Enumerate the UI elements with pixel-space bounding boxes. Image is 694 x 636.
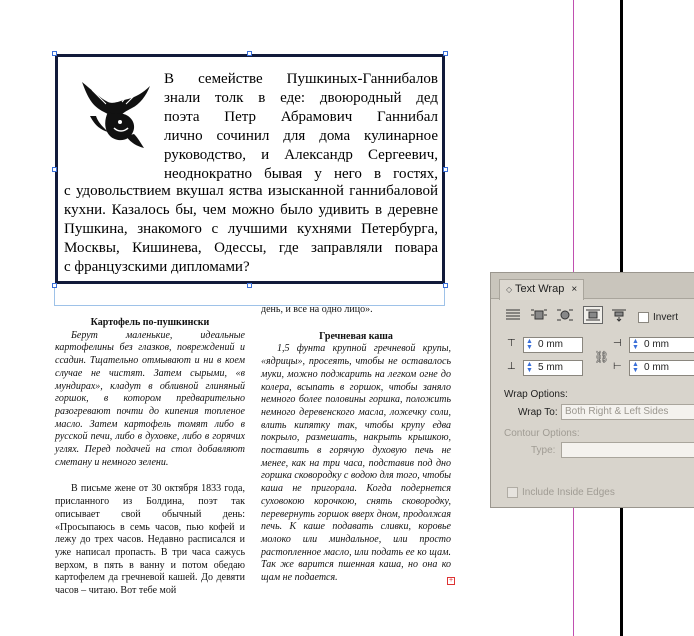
text-wrap-boundary <box>54 286 445 306</box>
top-offset-icon: ⊤ <box>507 338 516 349</box>
intro-line: с удовольствием вкушал яства изысканной ганнибаловой <box>64 183 438 199</box>
intro-line: Москвы, Кишинева, Одессы, где заправляли повара <box>64 240 438 256</box>
text-wrap-panel <box>490 272 694 508</box>
include-inside-edges-label: Include Inside Edges <box>522 487 615 498</box>
intro-line: В семействе Пушкиных-Ганнибалов <box>164 71 438 87</box>
wrap-to-select[interactable]: Both Right & Left Sides <box>561 404 694 420</box>
panel-tab-bar <box>491 273 694 299</box>
recipe-heading-potato: Картофель по-пушкински <box>90 317 210 328</box>
column-left <box>55 317 245 598</box>
right-offset-icon: ⊢ <box>613 361 622 372</box>
letter-tail: день, и все на одно лицо». <box>261 304 373 315</box>
handle-top-right[interactable] <box>443 51 448 56</box>
left-offset-field[interactable]: ▲ ▼ 0 mm <box>629 337 694 353</box>
intro-line: неоднократно бывая у него в гостях, <box>164 166 438 182</box>
intro-line: знали толк в еде: двоюродный дед <box>164 90 438 106</box>
left-offset-icon: ⊣ <box>613 338 622 349</box>
contour-type-select[interactable] <box>561 442 694 458</box>
intro-line: Пушкина, знакомого с лучшими кухнями Петербурга, <box>64 221 438 237</box>
bottom-offset-icon: ⊥ <box>507 361 516 372</box>
overset-text-icon[interactable]: + <box>448 577 454 584</box>
wrap-object-shape-button[interactable] <box>555 306 575 324</box>
handle-bottom-right[interactable] <box>443 283 448 288</box>
close-icon[interactable]: × <box>571 284 578 295</box>
tab-text-wrap[interactable] <box>499 279 584 300</box>
contour-type-label: Type: <box>531 445 556 456</box>
handle-top-center[interactable] <box>247 51 252 56</box>
panel-title: Text Wrap <box>515 283 565 295</box>
include-inside-edges-checkbox[interactable] <box>507 487 518 498</box>
handle-middle-right[interactable] <box>443 167 448 172</box>
handle-bottom-center[interactable] <box>247 283 252 288</box>
right-offset-field[interactable]: ▲ ▼ 0 mm <box>629 360 694 376</box>
handle-middle-left[interactable] <box>52 167 57 172</box>
recipe-heading-buckwheat: Гречневая каша <box>319 330 393 342</box>
handle-bottom-left[interactable] <box>52 283 57 288</box>
intro-line: лично сочинил для дома кулинарное <box>164 128 438 144</box>
wrap-bounding-box-button[interactable] <box>529 306 549 324</box>
column-right <box>261 304 451 585</box>
bottom-offset-field[interactable]: ▲ ▼ 5 mm <box>523 360 583 376</box>
top-offset-field[interactable]: ▲ ▼ 0 mm <box>523 337 583 353</box>
panel-collapse-icon[interactable]: ◇ <box>506 285 513 294</box>
link-offsets-icon[interactable]: ⛓ <box>594 350 610 364</box>
contour-options-label: Contour Options: <box>504 428 580 439</box>
jump-object-button[interactable] <box>583 306 603 324</box>
intro-line: кухни. Казалось бы, чем можно было удивить в деревне <box>64 202 438 218</box>
jump-to-next-column-button[interactable] <box>609 306 629 324</box>
wrap-to-label: Wrap To: <box>518 407 558 418</box>
intro-line: с французскими дипломами? <box>64 259 250 275</box>
recipe-potato-text: Берут маленькие, идеальные картофелины без глазков, повреждений и ссадин. Тщательно отмывают и ни в коем случае не чистят. Затем сырыми, «в мундирах», кладут в обливной глиняный горшок, в котором предварительно разогревают почти до кипения топленое масло. Затем картофель томят либо в русской печи, либо в духовке, либо в горячих углях. Перед подачей на стол добавляют сметану и немного зелени. <box>55 329 245 468</box>
invert-label: Invert <box>653 312 679 323</box>
recipe-buckwheat-text: 1,5 фунта крупной гречневой крупы, «ядрицы», просеять, чтобы не оставалось муки, можно поджарить на легком огне до колера, всыпать в горшок, чтобы заняло немного более половины горшка, положить немного деревенского масла, ложечку соли, влить кипятку так, чтобы крупу едва покрыло, размешать, накрыть крышкою, поставить в горячую духовую печь не менее, как на три часа, подставив под дно горшка сковородку с водою для того, чтобы каша не пригорала. Когда подернется суховокою корочкою, снять сковородку, перевернуть горшок вверх дном, продолжая печь. К каше подавать сливки, коровье молоко или миндальное, или просто растопленное масло, или подать ее ко щам. Так же варится пшенная каша, но она ко щам не подается. <box>261 343 451 584</box>
letter-text: В письме жене от 30 октября 1833 года, присланного из Болдина, поэт так описывает свой обычный день: «Просыпаюсь в семь часов, пью кофей и лежу до трех часов. Недавно расписался и уже написал пропасть. В три часа сажусь верхом, в пять в ванну и потом обедаю картофелем да гречневой кашей. До девяти часов – читаю. Вот тебе мой <box>55 483 245 597</box>
swallow-illustration <box>78 76 154 152</box>
wrap-options-label: Wrap Options: <box>504 389 568 400</box>
invert-checkbox[interactable] <box>638 312 649 323</box>
no-wrap-button[interactable] <box>503 306 523 324</box>
intro-line: поэта Петр Абрамович Ганнибал <box>164 109 438 125</box>
intro-line: руководство, и Александр Сергеевич, <box>164 147 438 163</box>
handle-top-left[interactable] <box>52 51 57 56</box>
